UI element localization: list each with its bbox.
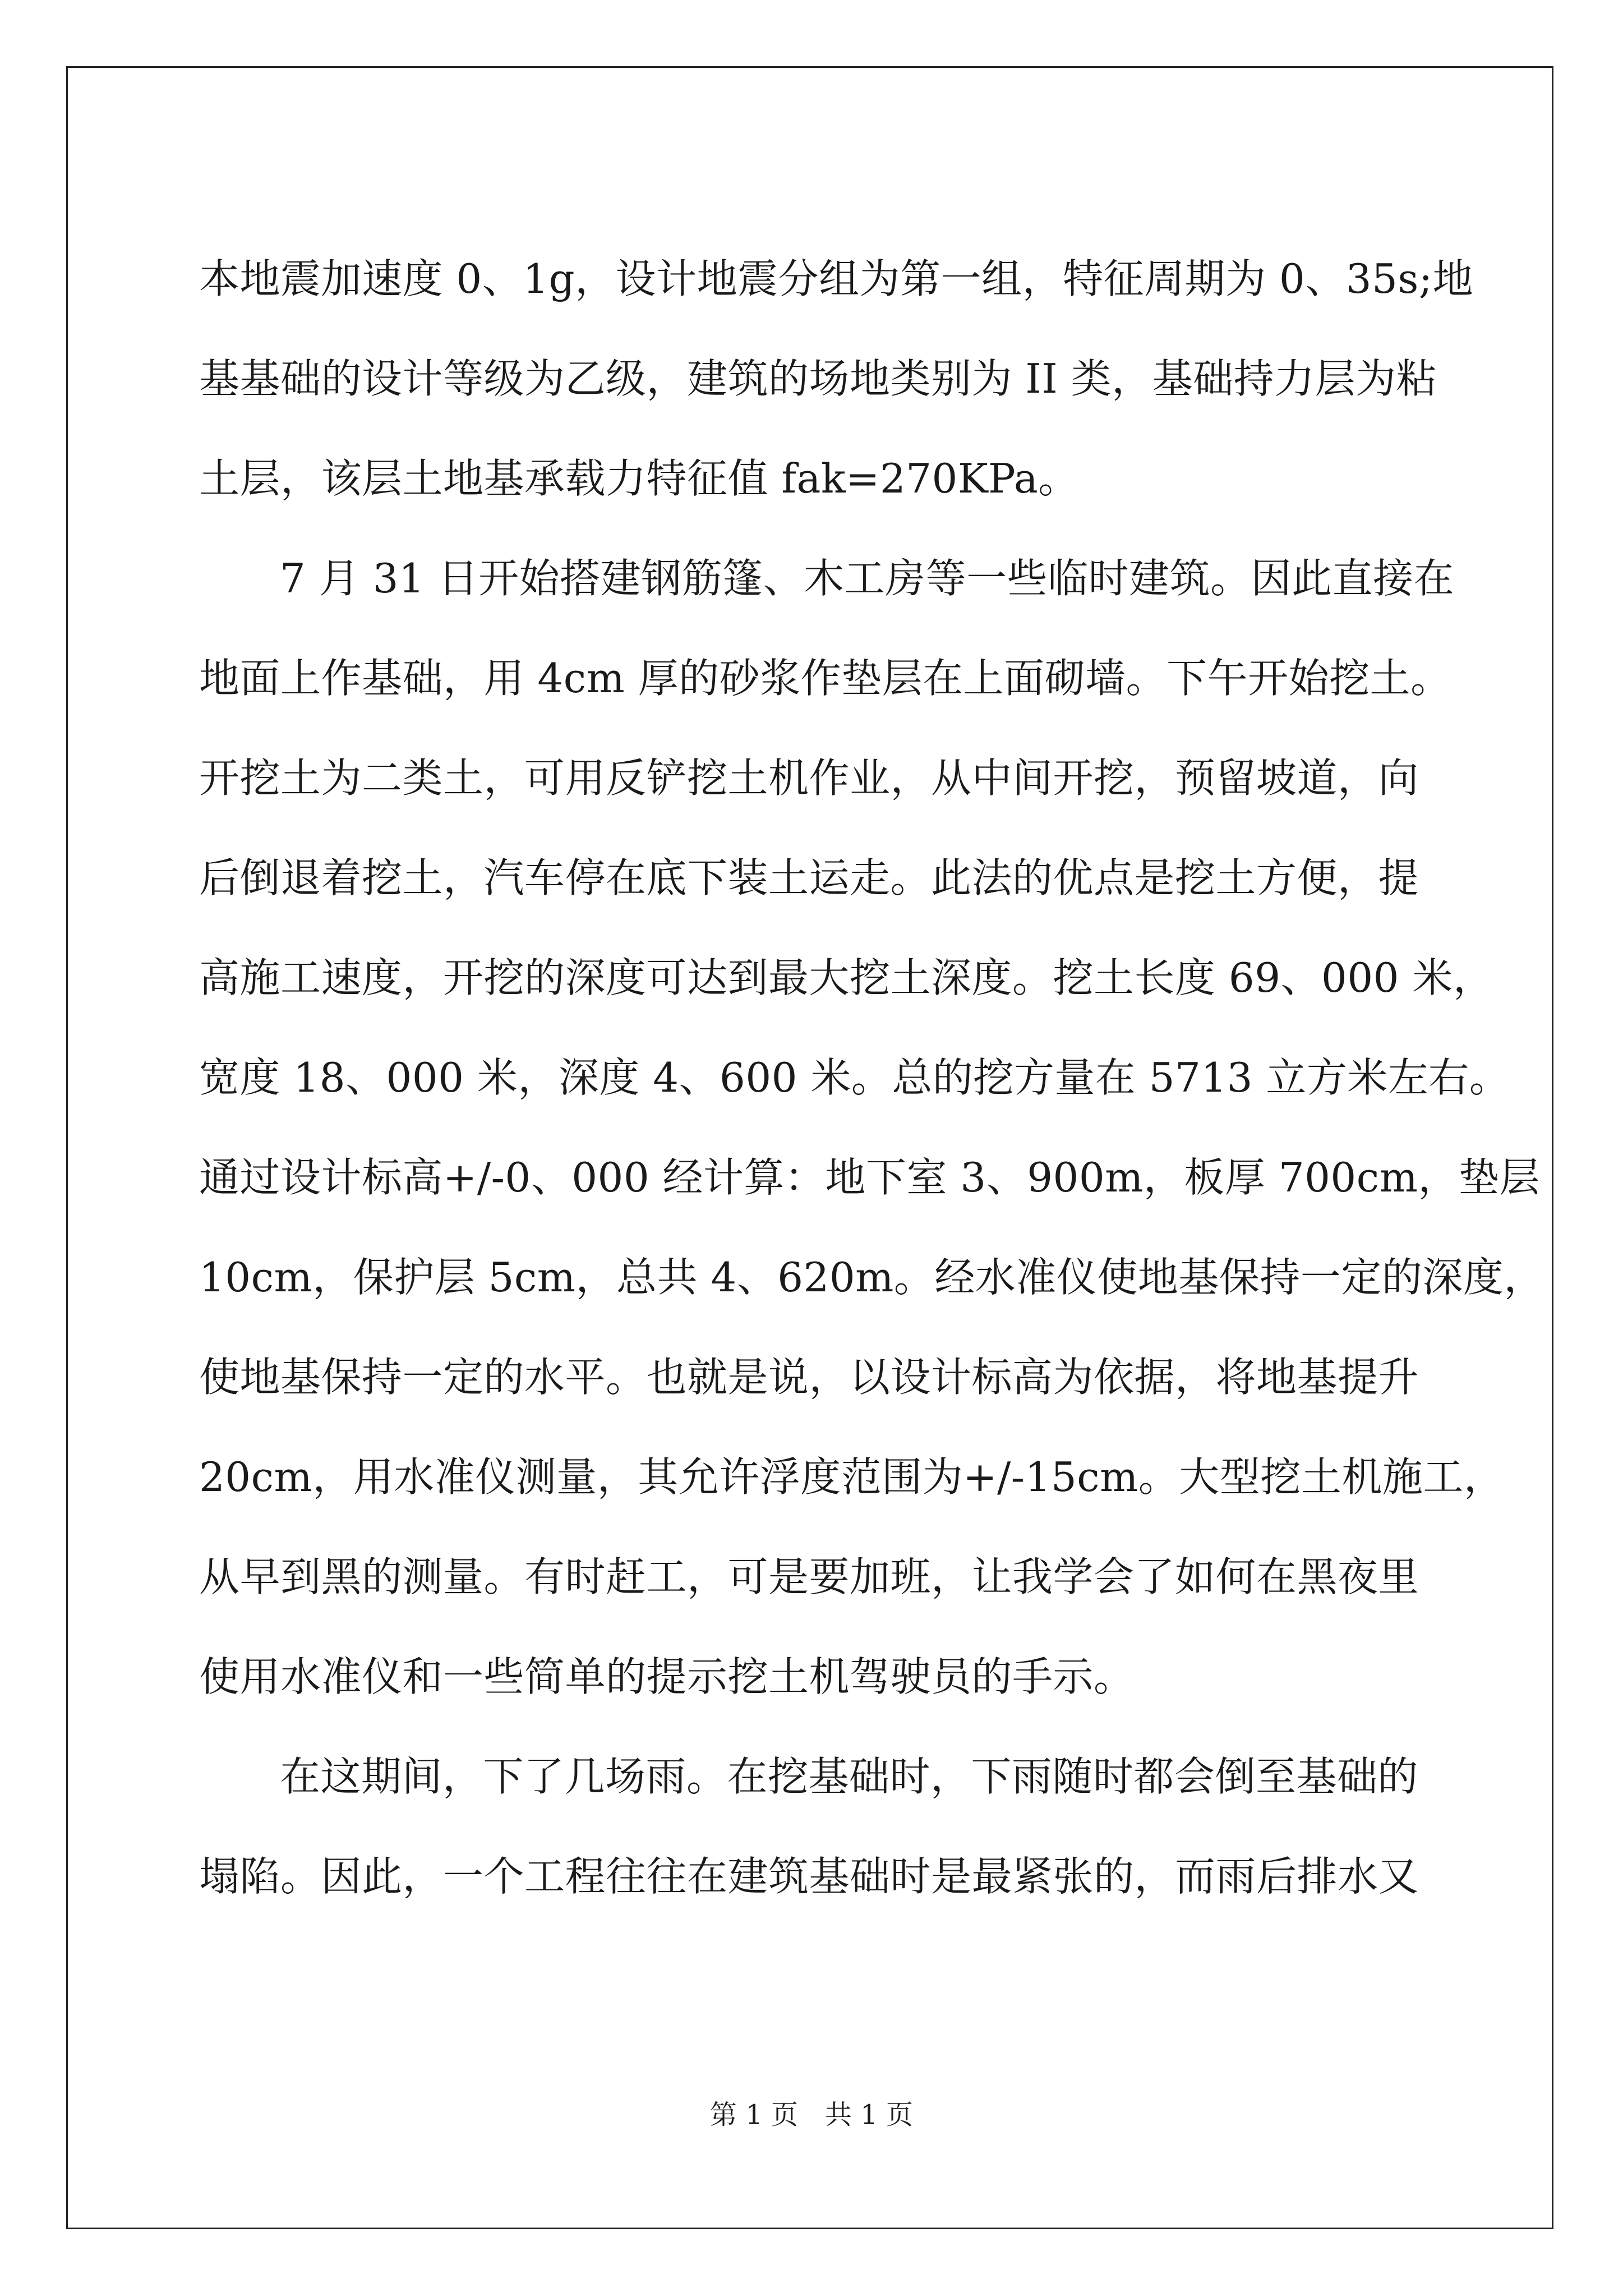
text-line: 开挖土为二类土，可用反铲挖土机作业，从中间开挖，预留坡道，向 (199, 754, 1419, 802)
text-line: 地面上作基础，用 4cm 厚的砂浆作垫层在上面砌墙。下午开始挖土。 (199, 655, 1451, 702)
text-line: 从早到黑的测量。有时赶工，可是要加班，让我学会了如何在黑夜里 (199, 1553, 1419, 1600)
text-line: 通过设计标高+/-0、000 经计算：地下室 3、900m，板厚 700cm，垫层 (199, 1154, 1540, 1201)
text-line: 在这期间，下了几场雨。在挖基础时，下雨随时都会倒至基础的 (280, 1753, 1419, 1800)
text-line: 使地基保持一定的水平。也就是说，以设计标高为依据，将地基提升 (199, 1354, 1419, 1401)
text-line: 后倒退着挖土，汽车停在底下装土运走。此法的优点是挖土方便，提 (199, 854, 1419, 901)
text-line: 基基础的设计等级为乙级，建筑的场地类别为 II 类，基础持力层为粘 (199, 355, 1437, 402)
text-line: 土层，该层土地基承载力特征值 fak=270KPa。 (199, 455, 1079, 502)
text-line: 使用水准仪和一些简单的提示挖土机驾驶员的手示。 (199, 1653, 1135, 1700)
text-line: 塌陷。因此，一个工程往往在建筑基础时是最紧张的，而雨后排水又 (199, 1853, 1419, 1900)
text-line: 本地震加速度 0、1g，设计地震分组为第一组，特征周期为 0、35s;地 (199, 255, 1474, 302)
text-line: 10cm，保护层 5cm，总共 4、620m。经水准仪使地基保持一定的深度， (199, 1254, 1544, 1301)
text-line: 高施工速度，开挖的深度可达到最大挖土深度。挖土长度 69、000 米， (199, 954, 1494, 1001)
page-number-footer: 第 1 页 共 1 页 (709, 2099, 914, 2131)
text-line: 20cm，用水准仪测量，其允许浮度范围为+/-15cm。大型挖土机施工， (199, 1453, 1505, 1501)
document-body (199, 229, 1544, 1926)
text-line: 宽度 18、000 米，深度 4、600 米。总的挖方量在 5713 立方米左右。 (199, 1054, 1510, 1101)
text-line: 7 月 31 日开始搭建钢筋篷、木工房等一些临时建筑。因此直接在 (280, 555, 1455, 602)
